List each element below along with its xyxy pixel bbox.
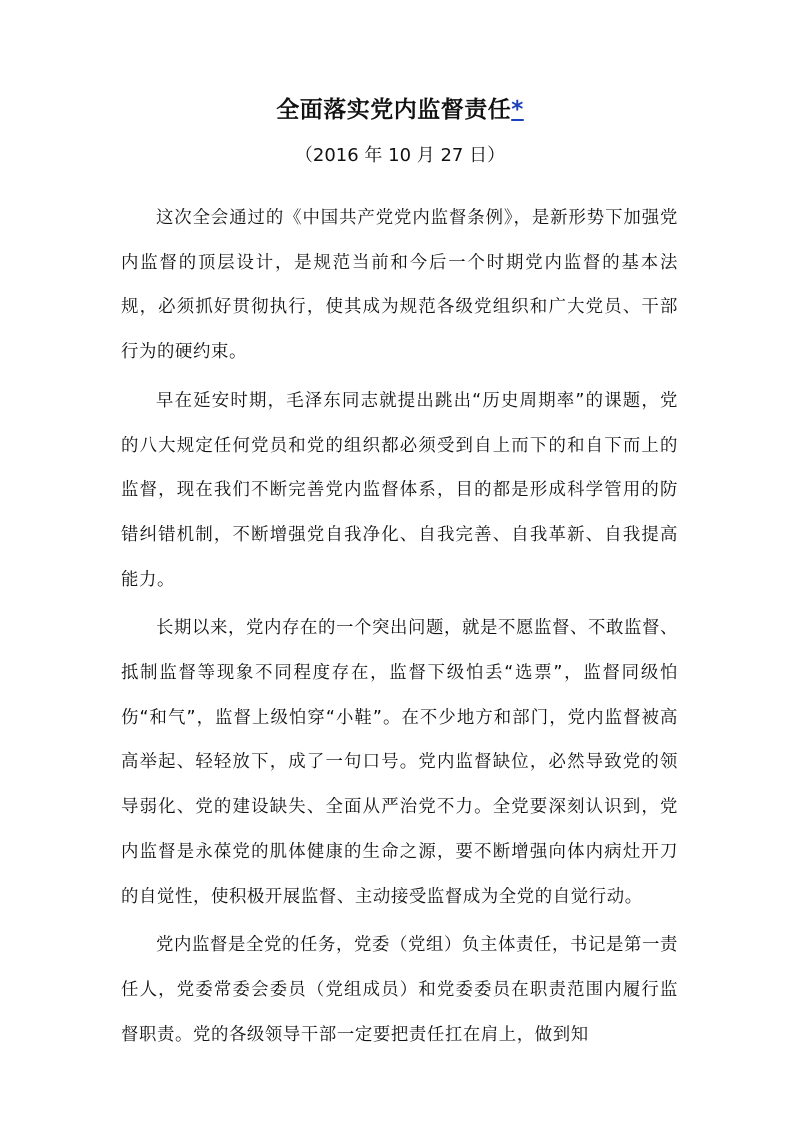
paragraph-4: 党内监督是全党的任务，党委（党组）负主体责任，书记是第一责任人，党委常委会委员（党组成员）和党委委员在职责范围内履行监督职责。党的各级领导干部一定要把责任扛在肩上，做到知: [121, 935, 678, 1045]
date-line: （2016 年 10 月 27 日）: [294, 145, 506, 166]
page-title: [0, 92, 800, 128]
footnote-link[interactable]: *: [511, 97, 524, 123]
paragraph-1: 这次全会通过的《中国共产党党内监督条例》，是新形势下加强党内监督的顶层设计，是规范当前和今后一个时期党内监督的基本法规，必须抓好贯彻执行，使其成为规范各级党组织和广大党员、干部行为的硬约束。: [121, 208, 678, 363]
body-text: [121, 196, 678, 1061]
title-text: 全面落实党内监督责任: [276, 97, 512, 123]
paragraph-3: 长期以来，党内存在的一个突出问题，就是不愿监督、不敢监督、抵制监督等现象不同程度存在，监督下级怕丢“选票”，监督同级怕伤“和气”，监督上级怕穿“小鞋”。在不少地方和部门，党内监督被高高举起、轻轻放下，成了一句口号。党内监督缺位，必然导致党的领导弱化、党的建设缺失、全面从严治党不力。全党要深刻认识到，党内监督是永葆党的肌体健康的生命之源，要不断增强向体内病灶开刀的自觉性，使积极开展监督、主动接受监督成为全党的自觉行动。: [121, 618, 678, 907]
paragraph-2: 早在延安时期，毛泽东同志就提出跳出“历史周期率”的课题，党的八大规定任何党员和党的组织都必须受到自上而下的和自下而上的监督，现在我们不断完善党内监督体系，目的都是形成科学管用的防错纠错机制，不断增强党自我净化、自我完善、自我革新、自我提高能力。: [121, 390, 678, 590]
